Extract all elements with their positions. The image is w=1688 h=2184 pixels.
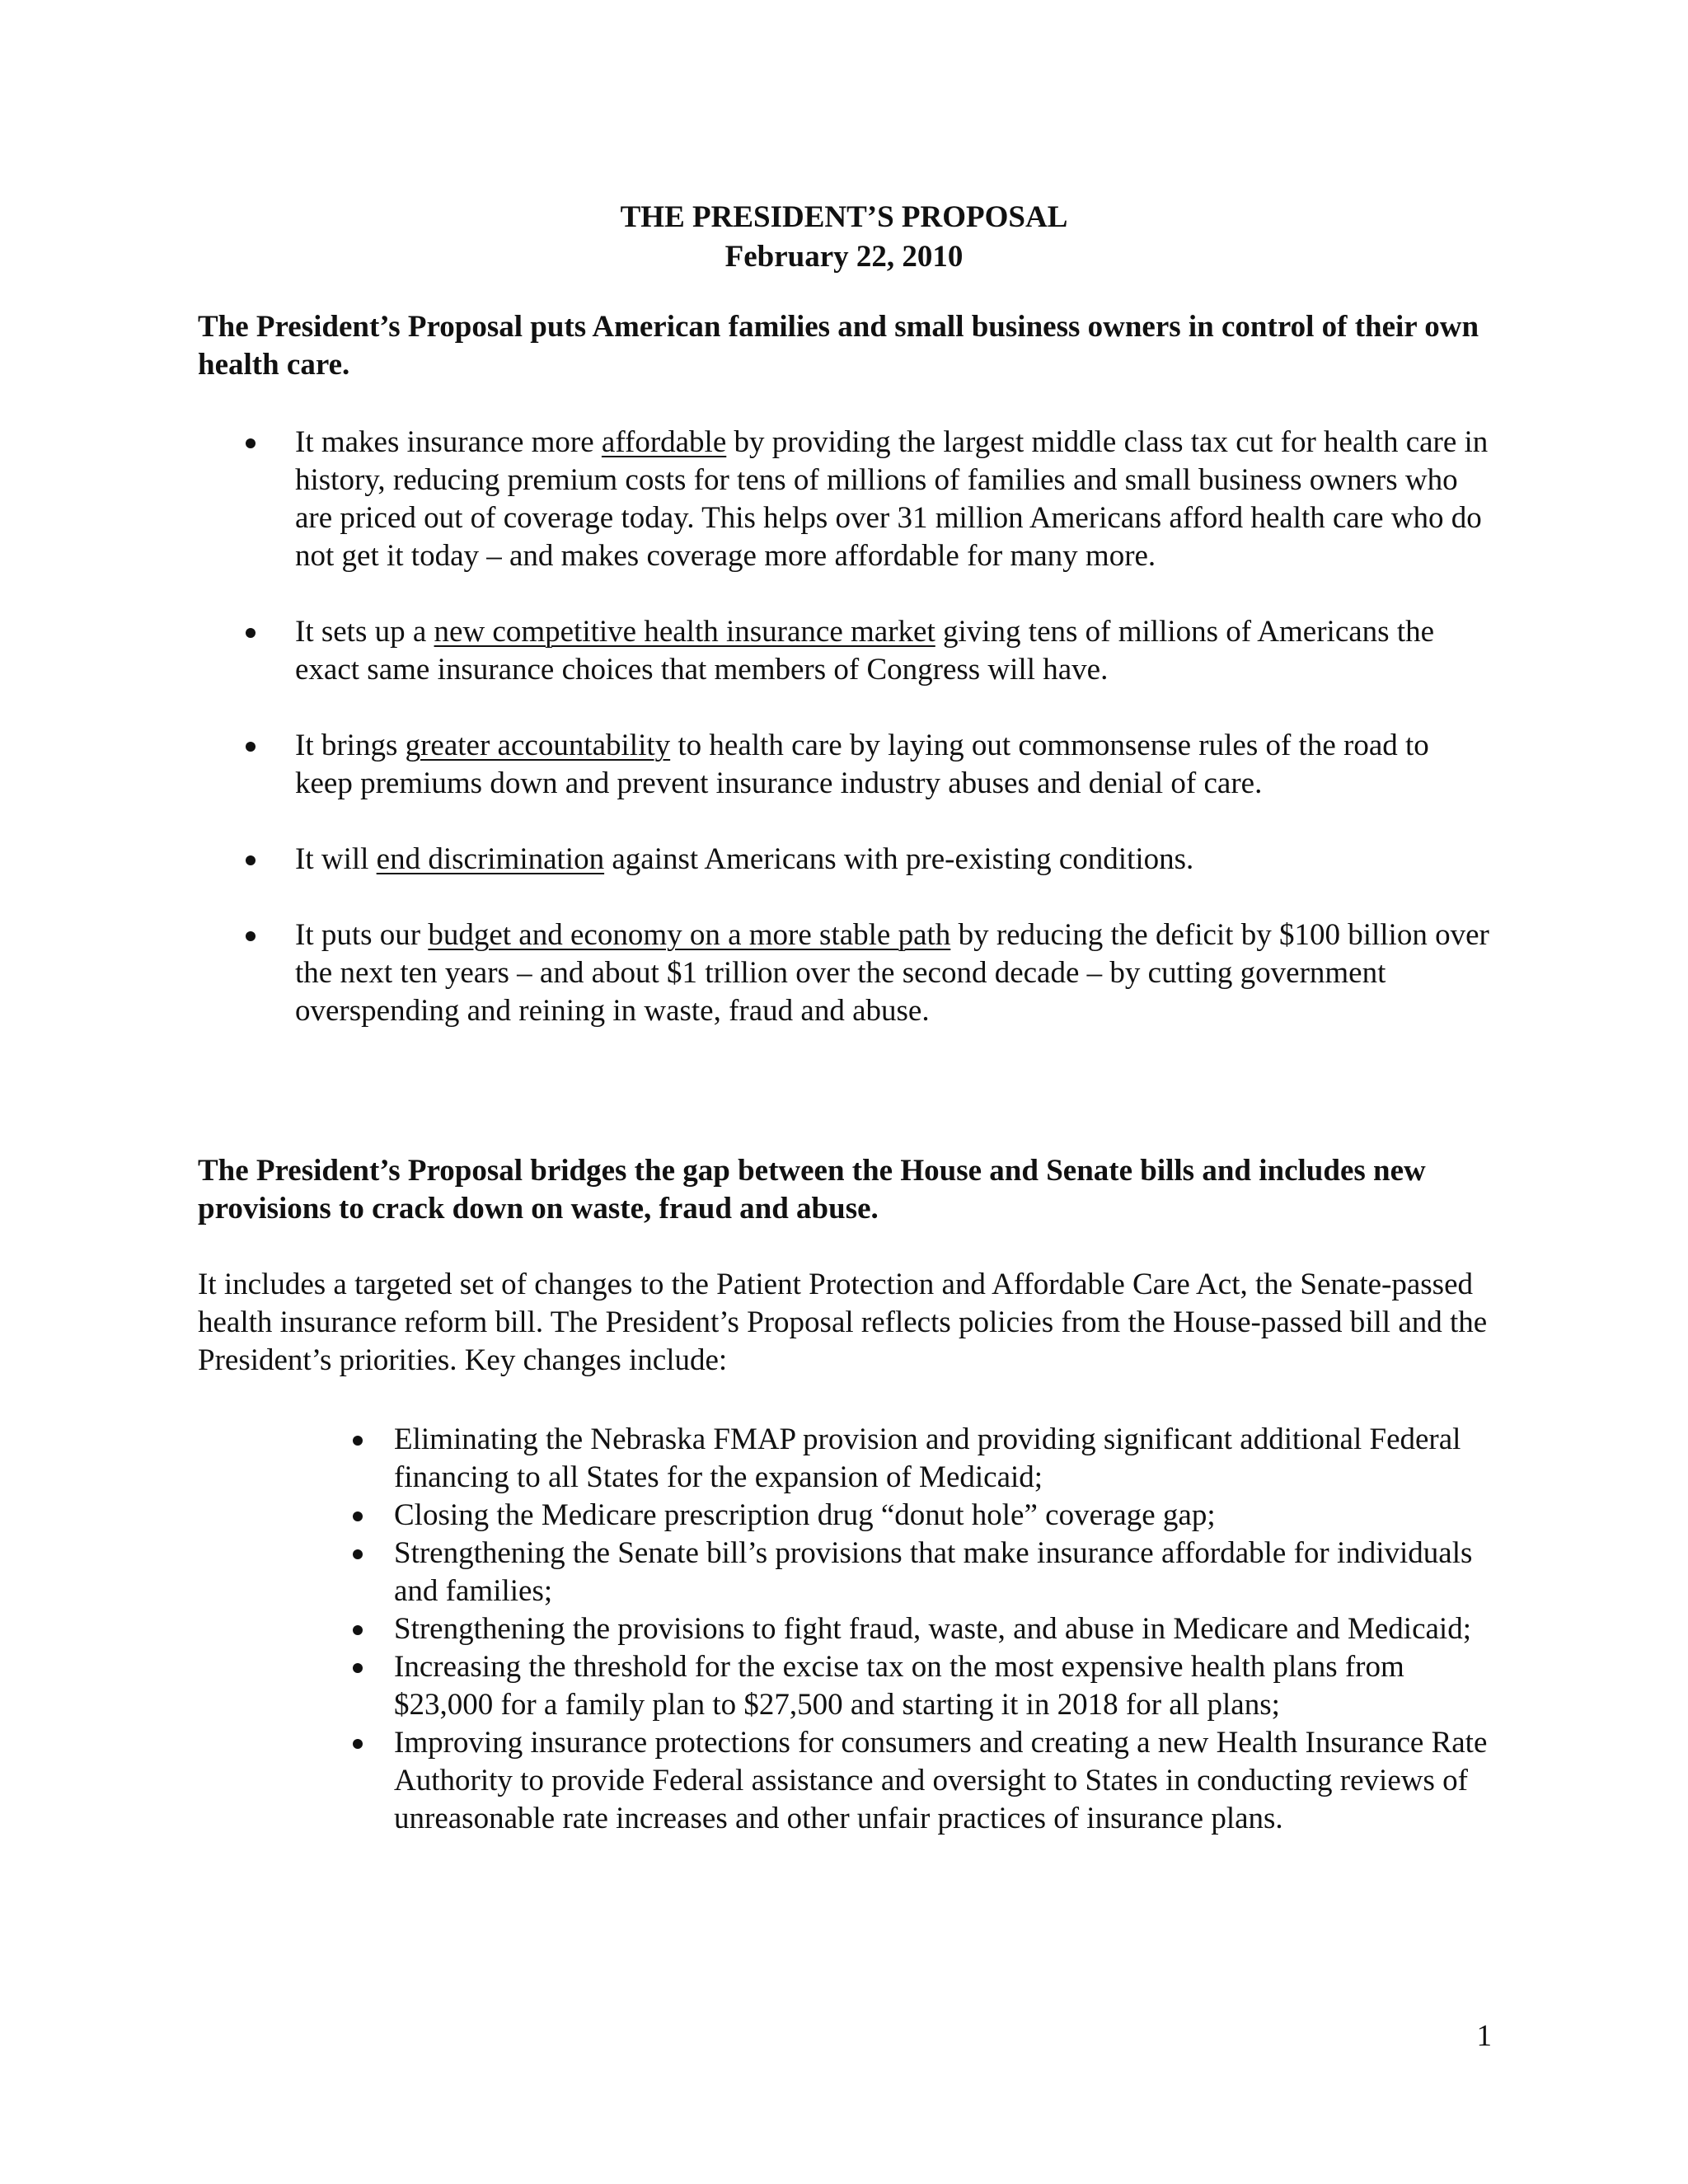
key-changes-list xyxy=(297,1421,1492,1838)
underlined-phrase: new competitive health insurance market xyxy=(434,615,935,649)
document-title: THE PRESIDENT’S PROPOSAL xyxy=(620,200,1068,234)
list-item: Increasing the threshold for the excise tax on the most expensive health plans from $23,000 for a family plan to $27,500 and starting it in 2018 for all plans; xyxy=(297,1648,1492,1724)
section2-heading: The President’s Proposal bridges the gap between the House and Senate bills and includes new provisions to crack down on waste, fraud and abuse. xyxy=(198,1154,1426,1226)
section2-intro: It includes a targeted set of changes to the Patient Protection and Affordable Care Act, the Senate-passed health insurance reform bill. The President’s Proposal reflects policies from the House-passed bill and the President’s priorities. Key changes include: xyxy=(198,1268,1488,1377)
bullet-icon xyxy=(246,628,256,638)
section1-heading: The President’s Proposal puts American families and small business owners in control of their own health care. xyxy=(198,310,1479,382)
bullet-icon xyxy=(353,1625,363,1635)
list-item: It will end discrimination against Americans with pre-existing conditions. xyxy=(198,841,1492,879)
list-item: It puts our budget and economy on a more stable path by reducing the deficit by $100 billion over the next ten years – and about $1 trillion over the second decade – by cutting government overspending and reining in waste, fraud and abuse. xyxy=(198,916,1492,1030)
bullet-icon xyxy=(353,1739,363,1749)
list-item: Improving insurance protections for consumers and creating a new Health Insurance Rate Authority to provide Federal assistance and oversight to States in conducting reviews of unreasonable rate increases and other unfair practices of insurance plans. xyxy=(297,1724,1492,1838)
underlined-phrase: end discrimination xyxy=(376,842,605,876)
title-block xyxy=(0,198,1688,277)
list-item: Eliminating the Nebraska FMAP provision and providing significant additional Federal financing to all States for the expansion of Medicaid; xyxy=(297,1421,1492,1497)
list-item: It brings greater accountability to health care by laying out commonsense rules of the road to keep premiums down and prevent insurance industry abuses and denial of care. xyxy=(198,727,1492,803)
underlined-phrase: budget and economy on a more stable path xyxy=(428,918,951,952)
list-item: It sets up a new competitive health insurance market giving tens of millions of Americans the exact same insurance choices that members of Congress will have. xyxy=(198,613,1492,689)
page-number: 1 xyxy=(1476,2019,1492,2053)
bullet-icon xyxy=(246,855,256,865)
section1-bullet-list xyxy=(198,424,1492,1030)
bullet-icon xyxy=(353,1663,363,1673)
bullet-icon xyxy=(246,742,256,752)
list-item: It makes insurance more affordable by providing the largest middle class tax cut for health care in history, reducing premium costs for tens of millions of families and small business owners who are priced out of coverage today. This helps over 31 million Americans afford health care who do not get it today – and makes coverage more affordable for many more. xyxy=(198,424,1492,575)
list-item: Closing the Medicare prescription drug “donut hole” coverage gap; xyxy=(297,1497,1492,1535)
list-item: Strengthening the provisions to fight fraud, waste, and abuse in Medicare and Medicaid; xyxy=(297,1610,1492,1648)
document-date: February 22, 2010 xyxy=(724,240,964,274)
bullet-icon xyxy=(353,1436,363,1446)
bullet-icon xyxy=(353,1549,363,1559)
bullet-icon xyxy=(353,1511,363,1521)
list-item: Strengthening the Senate bill’s provisions that make insurance affordable for individuals and families; xyxy=(297,1535,1492,1610)
underlined-phrase: greater accountability xyxy=(405,729,671,762)
underlined-phrase: affordable xyxy=(601,425,727,459)
bullet-icon xyxy=(246,438,256,448)
bullet-icon xyxy=(246,931,256,941)
